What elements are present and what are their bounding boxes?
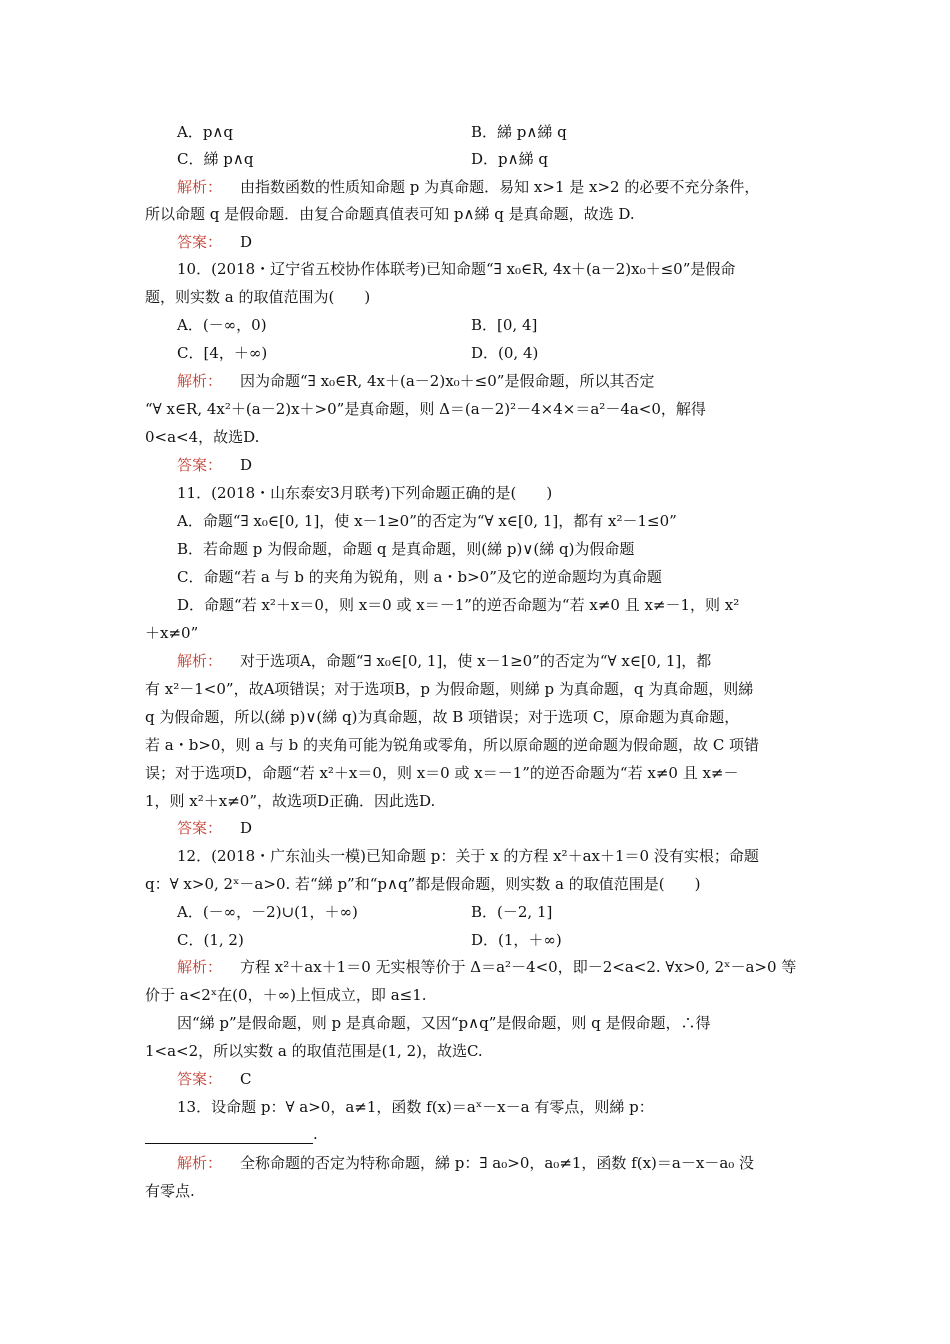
q9-option-d: D．p∧綈 q	[471, 150, 548, 168]
stem-period: .	[313, 1125, 318, 1143]
answer-label: 答案：	[177, 233, 223, 251]
q13-stem-line-2	[145, 1124, 318, 1144]
q9-option-c: C．綈 p∧q	[177, 150, 254, 168]
q9-option-b: B．綈 p∧綈 q	[471, 123, 567, 141]
q10-option-b: B．[0, 4]	[471, 316, 538, 334]
q13-analysis-line-1	[177, 1153, 754, 1173]
q11-option-b: B．若命题 p 为假命题，命题 q 是真命题，则(綈 p)∨(綈 q)为假命题	[177, 540, 635, 558]
answer-label: 答案：	[177, 1070, 223, 1088]
q11-stem: 11．(2018・山东泰安3月联考)下列命题正确的是( )	[177, 484, 553, 502]
answer-value: C	[240, 1070, 252, 1088]
analysis-text: 方程 x²＋ax＋1＝0 无实根等价于 Δ＝a²－4<0，即－2<a<2. ∀x>0, 2ˣ－a>0 等	[240, 958, 797, 976]
analysis-label: 解析：	[177, 372, 223, 390]
analysis-label: 解析：	[177, 652, 223, 670]
answer-value: D	[240, 233, 253, 251]
answer-value: D	[240, 456, 253, 474]
q11-option-d-line-2: ＋x≠0”	[145, 624, 199, 642]
q11-analysis-line-4: 若 a・b>0，则 a 与 b 的夹角可能为锐角或零角，所以原命题的逆命题为假命题，故 C 项错	[145, 736, 760, 754]
q13-stem-line-1: 13．设命题 p：∀ a>0，a≠1，函数 f(x)＝aˣ－x－a 有零点，则綈 p：	[177, 1098, 654, 1116]
analysis-text: 由指数函数的性质知命题 p 为真命题．易知 x>1 是 x>2 的必要不充分条件，	[240, 178, 760, 196]
q9-analysis-line-2: 所以命题 q 是假命题．由复合命题真值表可知 p∧綈 q 是真命题，故选 D.	[145, 205, 635, 223]
q13-analysis-line-2: 有零点.	[145, 1182, 195, 1200]
q12-option-d: D．(1，＋∞)	[471, 931, 562, 949]
q9-option-a: A．p∧q	[177, 123, 234, 141]
q12-option-b: B．(－2, 1]	[471, 903, 553, 921]
answer-blank[interactable]	[145, 1129, 313, 1144]
q9-analysis-line-1	[177, 177, 759, 197]
answer-label: 答案：	[177, 819, 223, 837]
q11-answer	[177, 818, 252, 838]
answer-value: D	[240, 819, 253, 837]
q11-analysis-line-2: 有 x²－1<0”，故A项错误；对于选项B，p 为假命题，则綈 p 为真命题，q 为真命题，则綈	[145, 680, 754, 698]
q10-option-a: A．(－∞，0)	[177, 316, 267, 334]
q12-answer	[177, 1069, 252, 1089]
q11-option-a: A．命题“∃ x₀∈[0, 1]，使 x－1≥0”的否定为“∀ x∈[0, 1]，都有 x²－1≤0”	[177, 512, 677, 530]
q12-analysis-line-1	[177, 957, 796, 977]
q12-stem-line-2: q：∀ x>0, 2ˣ－a>0. 若“綈 p”和“p∧q”都是假命题，则实数 a 的取值范围是( )	[145, 875, 701, 893]
q10-analysis-line-1	[177, 371, 654, 391]
q12-option-a: A．(－∞，－2)∪(1，＋∞)	[177, 903, 358, 921]
q10-analysis-line-3: 0<a<4，故选D.	[145, 428, 260, 446]
q12-analysis-line-3: 因“綈 p”是假命题，则 p 是真命题，又因“p∧q”是假命题，则 q 是假命题，∴得	[177, 1014, 711, 1032]
q10-analysis-line-2: “∀ x∈R, 4x²＋(a－2)x＋>0”是真命题，则 Δ＝(a－2)²－4×4×＝a²－4a<0，解得	[145, 400, 706, 418]
q12-stem-line-1: 12．(2018・广东汕头一模)已知命题 p：关于 x 的方程 x²＋ax＋1＝0 没有实根；命题	[177, 847, 759, 865]
q11-option-d-line-1: D．命题“若 x²＋x＝0，则 x＝0 或 x＝－1”的逆否命题为“若 x≠0 且 x≠－1，则 x²	[177, 596, 740, 614]
q10-option-d: D．(0, 4)	[471, 344, 539, 362]
analysis-text: 对于选项A，命题“∃ x₀∈[0, 1]，使 x－1≥0”的否定为“∀ x∈[0, 1]，都	[240, 652, 712, 670]
analysis-label: 解析：	[177, 178, 223, 196]
q11-analysis-line-5: 误；对于选项D，命题“若 x²＋x＝0，则 x＝0 或 x＝－1”的逆否命题为“若 x≠0 且 x≠－	[145, 764, 739, 782]
q11-analysis-line-3: q 为假命题，所以(綈 p)∨(綈 q)为真命题，故 B 项错误；对于选项 C，原命题为真命题，	[145, 708, 740, 726]
q9-answer	[177, 232, 252, 252]
analysis-label: 解析：	[177, 1154, 223, 1172]
q11-option-c: C．命题“若 a 与 b 的夹角为锐角，则 a・b>0”及它的逆命题均为真命题	[177, 568, 662, 586]
q12-analysis-line-2: 价于 a<2ˣ在(0，＋∞)上恒成立，即 a≤1.	[145, 986, 427, 1004]
q12-analysis-line-4: 1<a<2，所以实数 a 的取值范围是(1, 2)，故选C.	[145, 1042, 483, 1060]
q10-option-c: C．[4，＋∞)	[177, 344, 268, 362]
q11-analysis-line-1	[177, 651, 711, 671]
analysis-label: 解析：	[177, 958, 223, 976]
q11-analysis-line-6: 1，则 x²＋x≠0”，故选项D正确．因此选D.	[145, 792, 436, 810]
answer-label: 答案：	[177, 456, 223, 474]
q10-stem-line-1: 10．(2018・辽宁省五校协作体联考)已知命题“∃ x₀∈R, 4x＋(a－2)x₀＋≤0”是假命	[177, 260, 736, 278]
q10-answer	[177, 455, 252, 475]
analysis-text: 因为命题“∃ x₀∈R, 4x＋(a－2)x₀＋≤0”是假命题，所以其否定	[240, 372, 655, 390]
q10-stem-line-2: 题，则实数 a 的取值范围为( )	[145, 288, 371, 306]
q12-option-c: C．(1, 2)	[177, 931, 244, 949]
analysis-text: 全称命题的否定为特称命题，綈 p：∃ a₀>0，a₀≠1，函数 f(x)＝a－x－a₀ 没	[240, 1154, 755, 1172]
